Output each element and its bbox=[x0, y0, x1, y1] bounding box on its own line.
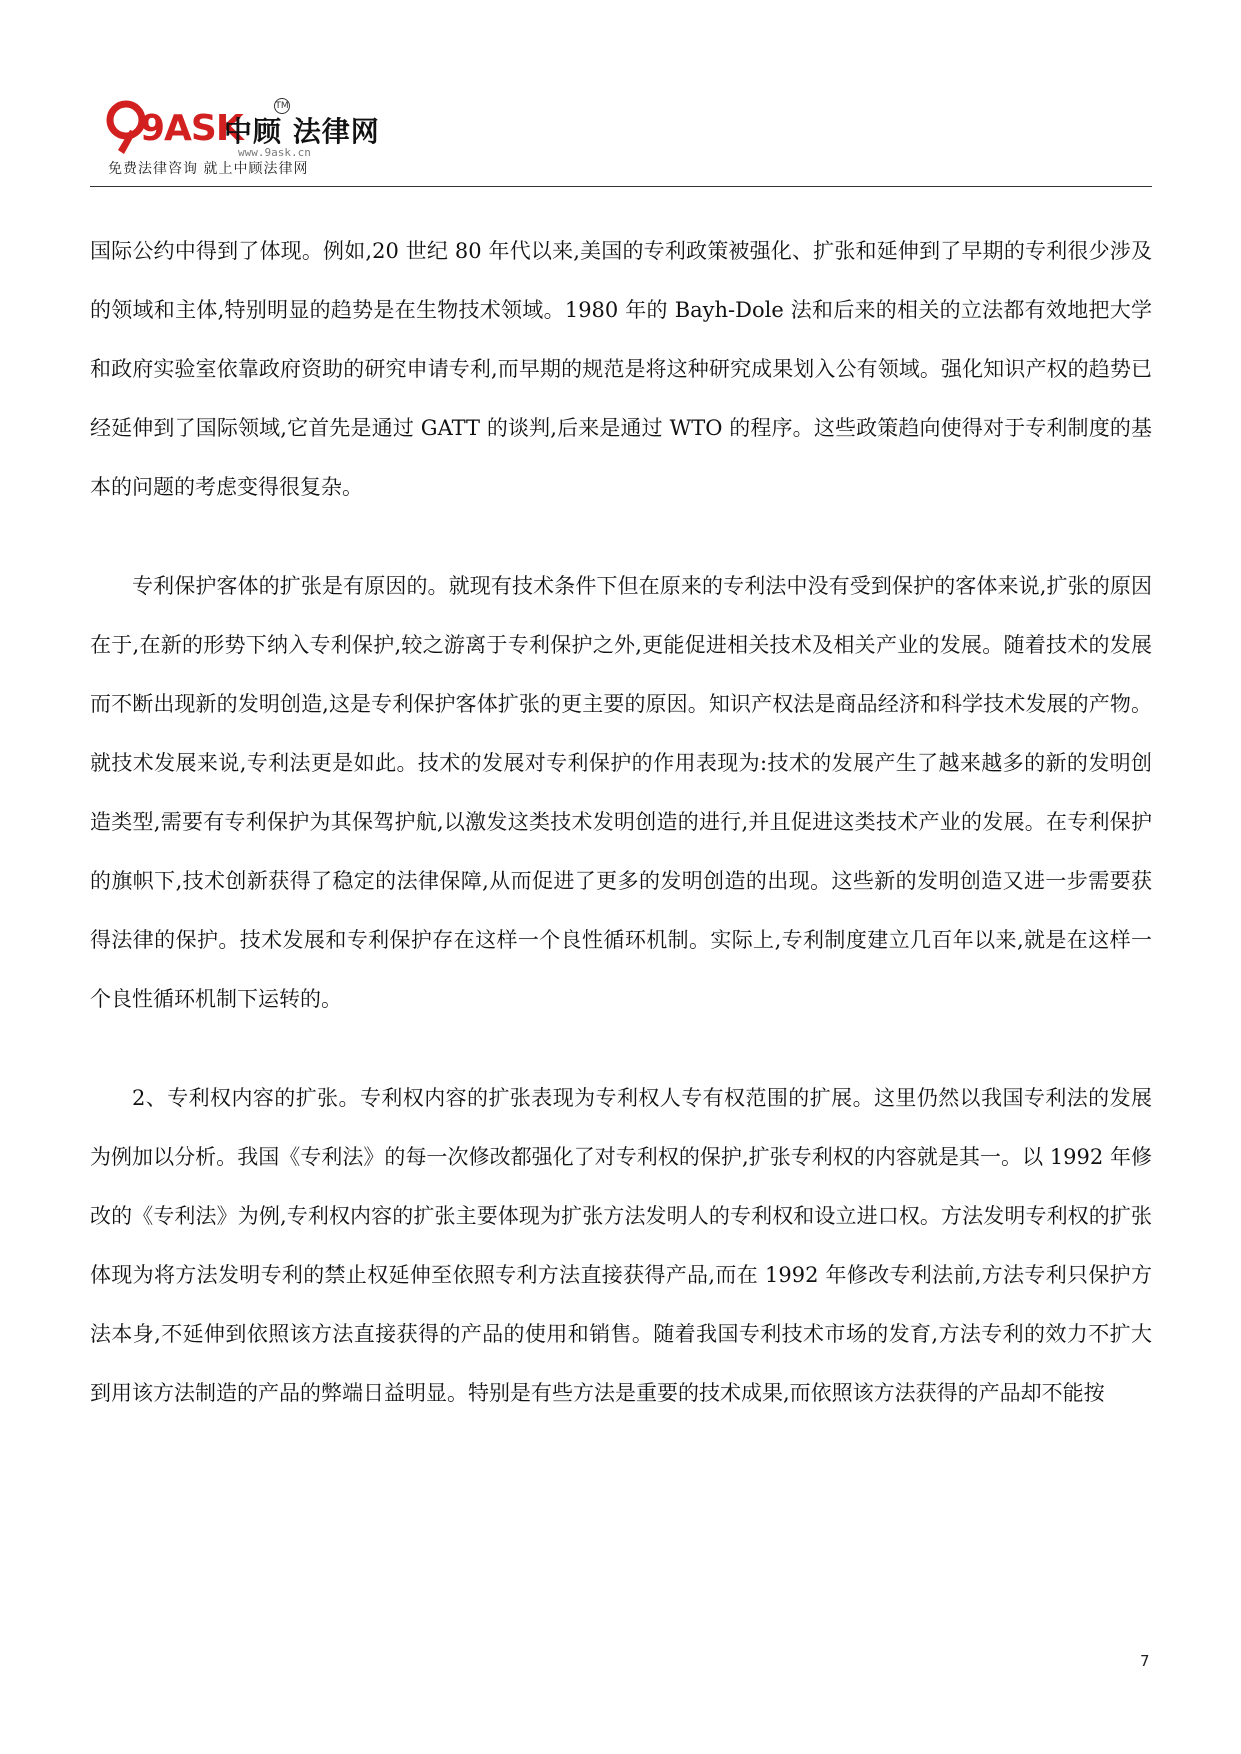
trademark-badge: TM bbox=[274, 98, 290, 114]
brand-chinese-name: 中顾 法律网 bbox=[224, 115, 380, 148]
brand-word: 9ASK bbox=[140, 108, 243, 149]
paragraph: 专利保护客体的扩张是有原因的。就现有技术条件下但在原来的专利法中没有受到保护的客体来说,扩张的原因在于,在新的形势下纳入专利保护,较之游离于专利保护之外,更能促进相关技术及相关产业的发展。随着技术的发展而不断出现新的发明创造,这是专利保护客体扩张的更主要的原因。知识产权法是商品经济和科学技术发展的产物。就技术发展来说,专利法更是如此。技术的发展对专利保护的作用表现为:技术的发展产生了越来越多的新的发明创造类型,需要有专利保护为其保驾护航,以激发这类技术发明创造的进行,并且促进这类技术产业的发展。在专利保护的旗帜下,技术创新获得了稳定的法律保障,从而促进了更多的发明创造的出现。这些新的发明创造又进一步需要获得法律的保护。技术发展和专利保护存在这样一个良性循环机制。实际上,专利制度建立几百年以来,就是在这样一个良性循环机制下运转的。 bbox=[90, 574, 1152, 1011]
page-number: 7 bbox=[1140, 1652, 1150, 1670]
header-divider bbox=[90, 186, 1152, 187]
page-header bbox=[90, 88, 1150, 186]
document-body bbox=[90, 222, 1152, 1463]
brand-url: www.9ask.cn bbox=[238, 146, 311, 159]
paragraph: 2、专利权内容的扩张。专利权内容的扩张表现为专利权人专有权范围的扩展。这里仍然以我国专利法的发展为例加以分析。我国《专利法》的每一次修改都强化了对专利权的保护,扩张专利权的内容就是其一。以 1992 年修改的《专利法》为例,专利权内容的扩张主要体现为扩张方法发明人的专利权和设立进口权。方法发明专利权的扩张体现为将方法发明专利的禁止权延伸至依照专利方法直接获得产品,而在 1992 年修改专利法前,方法专利只保护方法本身,不延伸到依照该方法直接获得的产品的使用和销售。随着我国专利技术市场的发育,方法专利的效力不扩大到用该方法制造的产品的弊端日益明显。特别是有些方法是重要的技术成果,而依照该方法获得的产品却不能按 bbox=[90, 1086, 1152, 1405]
header-slogan: 免费法律咨询 就上中顾法律网 bbox=[108, 161, 309, 177]
paragraph-continued: 国际公约中得到了体现。例如,20 世纪 80 年代以来,美国的专利政策被强化、扩张和延伸到了早期的专利很少涉及的领域和主体,特别明显的趋势是在生物技术领域。1980 年的 Bayh-Dole 法和后来的相关的立法都有效地把大学和政府实验室依靠政府资助的研究申请专利,而早期的规范是将这种研究成果划入公有领域。强化知识产权的趋势已经延伸到了国际领域,它首先是通过 GATT 的谈判,后来是通过 WTO 的程序。这些政策趋向使得对于专利制度的基本的问题的考虑变得很复杂。 bbox=[90, 239, 1152, 499]
